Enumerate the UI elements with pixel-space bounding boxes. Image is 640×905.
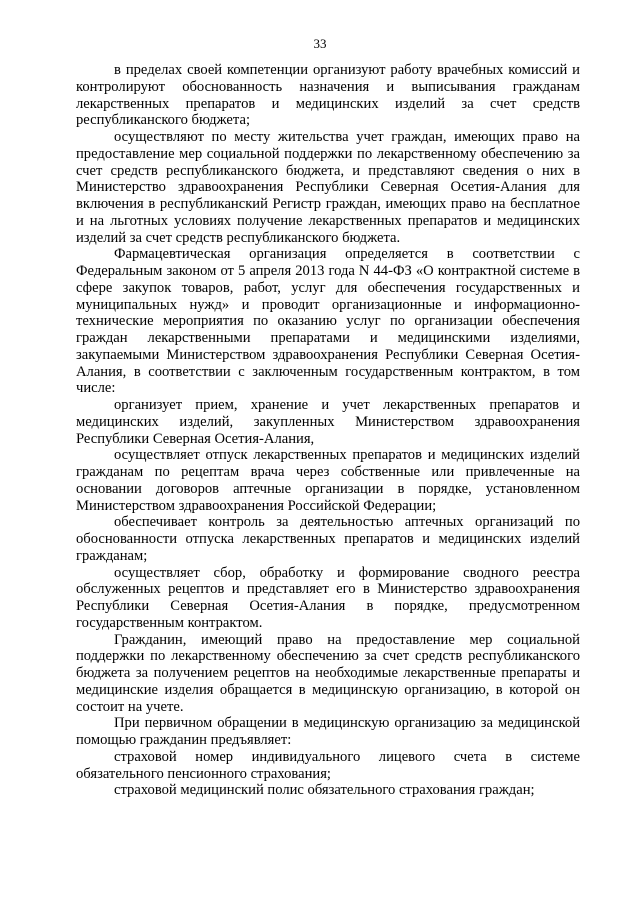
paragraph-registration: осуществляют по месту жительства учет граждан, имеющих право на предоставление мер социальной поддержки по лекарственному обеспечению за счет средств республиканского бюджета, и представляют сведения о них в Министерство здравоохранения Республики Северная Осетия-Алания для включения в республиканский Регистр граждан, имеющих право на бесплатное и на льготных условиях получение лекарственных препаратов и медицинских изделий за счет средств республиканского бюджета.	[76, 129, 580, 246]
paragraph-snils: страховой номер индивидуального лицевого счета в системе обязательного пенсионного страхования;	[76, 748, 580, 782]
page-number: 33	[313, 36, 327, 51]
paragraph-control: обеспечивает контроль за деятельностью аптечных организаций по обоснованности отпуска лекарственных препаратов и медицинских изделий гражданам;	[76, 514, 580, 564]
paragraph-dispensing: осуществляет отпуск лекарственных препаратов и медицинских изделий гражданам по рецептам врача через собственные или привлеченные на основании договоров аптечные организации в порядке, установленном Министерством здравоохранения Российской Федерации;	[76, 447, 580, 514]
paragraph-competence: в пределах своей компетенции организуют работу врачебных комиссий и контролируют обоснованность назначения и выписывания гражданам лекарственных препаратов и медицинских изделий за счет средств республиканского бюджета;	[76, 62, 580, 129]
paragraph-oms-policy: страховой медицинский полис обязательного страхования граждан;	[114, 782, 535, 799]
paragraph-pharmacy-organization: Фармацевтическая организация определяется в соответствии с Федеральным законом от 5 апреля 2013 года N 44-ФЗ «О контрактной системе в сфере закупок товаров, работ, услуг для обеспечения государственных и муниципальных нужд» и проводит организационные и информационно-технические мероприятия по оказанию услуг по организации обеспечения граждан лекарственными препаратами и медицинскими изделиями, закупаемыми Министерством здравоохранения Республики Северная Осетия-Алания, в соответствии с заключенным государственным контрактом, в том числе:	[76, 246, 580, 397]
document-body	[76, 62, 580, 799]
paragraph-registry: осуществляет сбор, обработку и формирование сводного реестра обслуженных рецептов и представляет его в Министерство здравоохранения Республики Северная Осетия-Алания в порядке, предусмотренном государственным контрактом.	[76, 564, 580, 631]
paragraph-storage: организует прием, хранение и учет лекарственных препаратов и медицинских изделий, закупленных Министерством здравоохранения Республики Северная Осетия-Алания,	[76, 397, 580, 447]
paragraph-citizen-request: Гражданин, имеющий право на предоставление мер социальной поддержки по лекарственному обеспечению за счет средств республиканского бюджета за получением рецептов на необходимые лекарственные препараты и медицинские изделия обращается в медицинскую организацию, в которой он состоит на учете.	[76, 631, 580, 715]
paragraph-first-visit: При первичном обращении в медицинскую организацию за медицинской помощью гражданин предъявляет:	[76, 715, 580, 748]
